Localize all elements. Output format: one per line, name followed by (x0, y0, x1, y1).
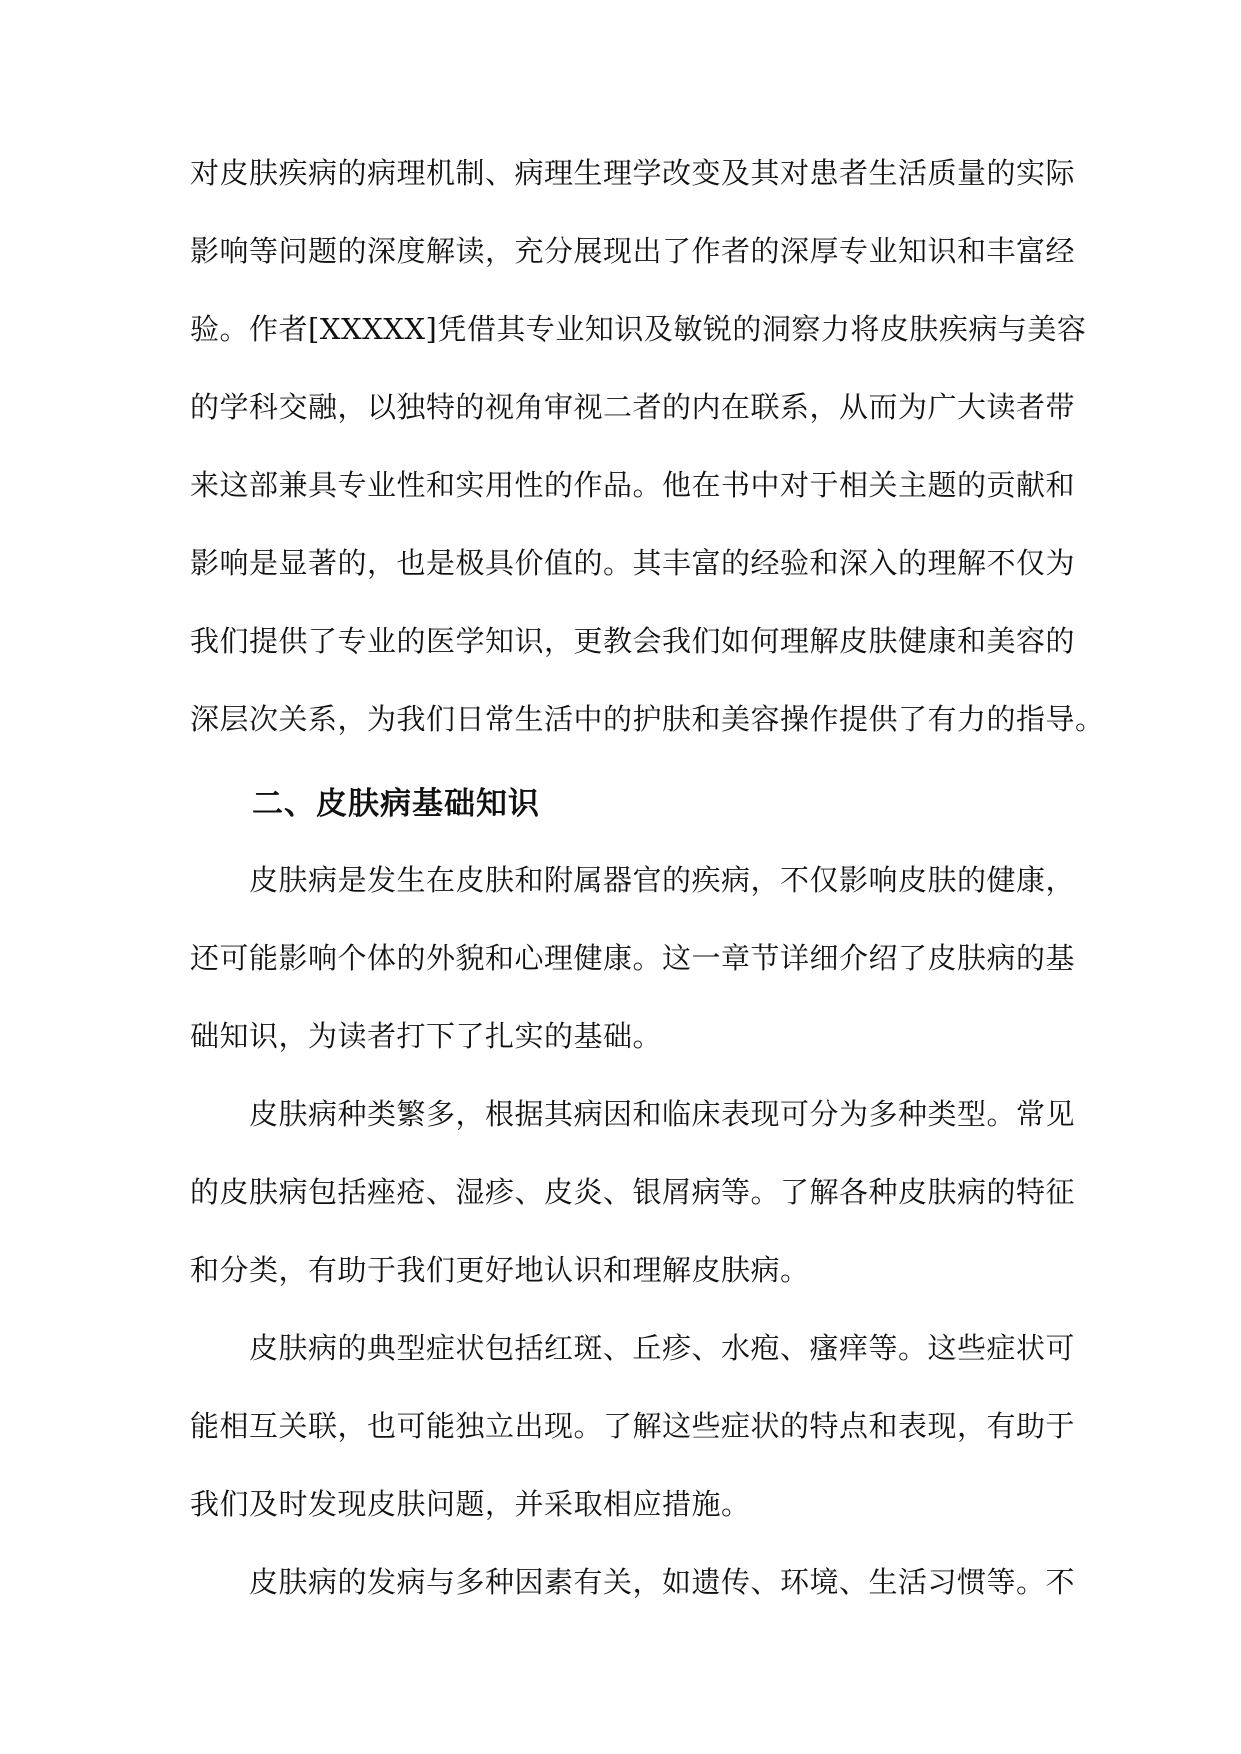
section-body (190, 862, 1076, 1622)
text-line: 还可能影响个体的外貌和心理健康。这一章节详细介绍了皮肤病的基 (190, 941, 1076, 975)
intro-paragraph (190, 140, 1105, 736)
text-line: 和分类，有助于我们更好地认识和理解皮肤病。 (190, 1253, 810, 1287)
text-line: 来这部兼具专业性和实用性的作品。他在书中对于相关主题的贡献和 (190, 468, 1076, 502)
text-line: 我们及时发现皮肤问题，并采取相应措施。 (190, 1487, 751, 1521)
text-line: 皮肤病的典型症状包括红斑、丘疹、水疱、瘙痒等。这些症状可 (190, 1331, 1076, 1365)
text-line: 影响等问题的深度解读，充分展现出了作者的深厚专业知识和丰富经 (190, 234, 1076, 268)
text-line: 的皮肤病包括痤疮、湿疹、皮炎、银屑病等。了解各种皮肤病的特征 (190, 1175, 1076, 1209)
text-line: 皮肤病种类繁多，根据其病因和临床表现可分为多种类型。常见 (190, 1097, 1076, 1131)
text-line: 验。作者[XXXXX]凭借其专业知识及敏锐的洞察力将皮肤疾病与美容 (190, 312, 1087, 346)
section-heading: 二、皮肤病基础知识 (252, 786, 540, 822)
text-line: 对皮肤疾病的病理机制、病理生理学改变及其对患者生活质量的实际 (190, 156, 1076, 190)
text-line: 皮肤病的发病与多种因素有关，如遗传、环境、生活习惯等。不 (190, 1565, 1076, 1599)
text-line: 础知识，为读者打下了扎实的基础。 (190, 1019, 663, 1053)
text-line: 深层次关系，为我们日常生活中的护肤和美容操作提供了有力的指导。 (190, 702, 1105, 736)
text-line: 能相互关联，也可能独立出现。了解这些症状的特点和表现，有助于 (190, 1409, 1076, 1443)
text-line: 影响是显著的，也是极具价值的。其丰富的经验和深入的理解不仅为 (190, 546, 1076, 580)
text-line: 的学科交融，以独特的视角审视二者的内在联系，从而为广大读者带 (190, 390, 1076, 424)
text-line: 我们提供了专业的医学知识，更教会我们如何理解皮肤健康和美容的 (190, 624, 1076, 658)
text-line: 皮肤病是发生在皮肤和附属器官的疾病，不仅影响皮肤的健康， (190, 863, 1076, 897)
